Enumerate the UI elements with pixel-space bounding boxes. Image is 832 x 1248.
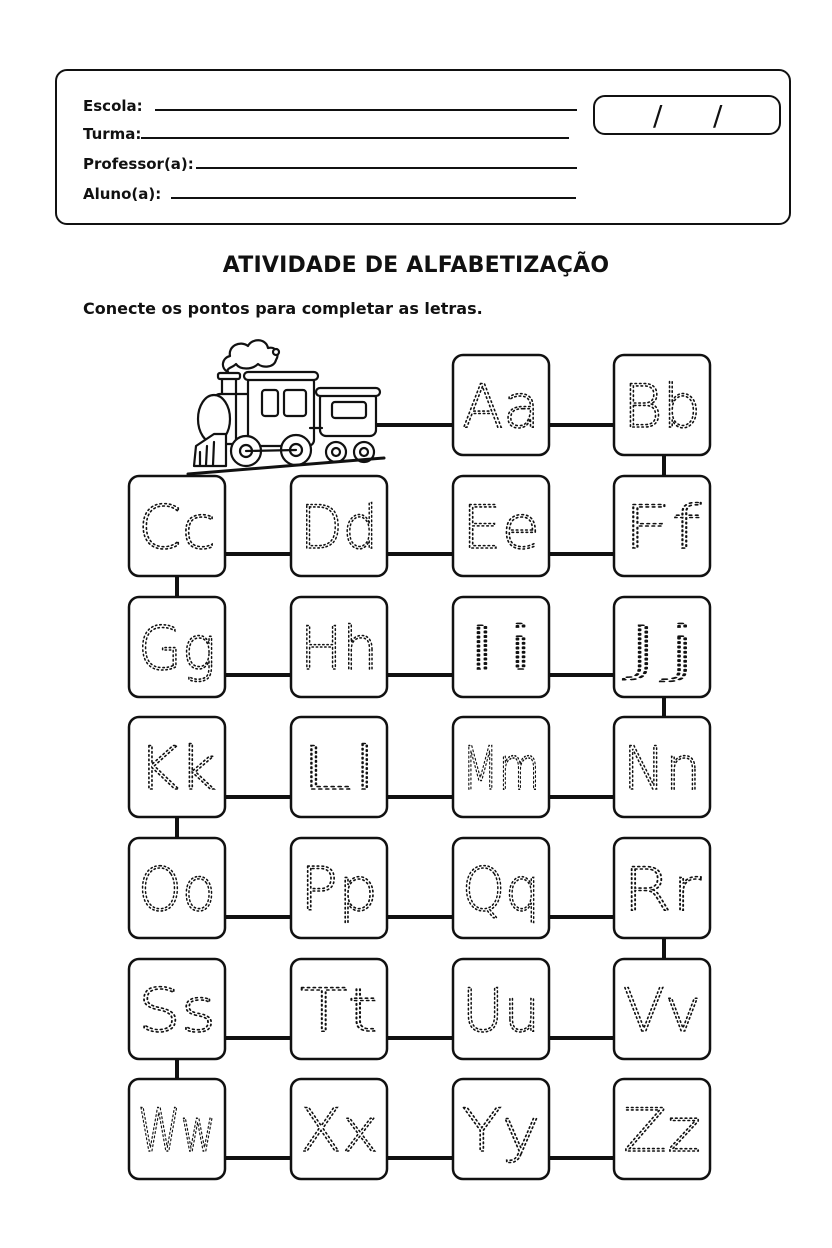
dotted-letter-pair: Jj (623, 614, 701, 684)
letter-card[interactable] (291, 597, 387, 697)
letter-card[interactable] (129, 959, 225, 1059)
dotted-letter-pair: Rr (623, 855, 702, 925)
student-label: Aluno(a): (83, 185, 162, 203)
letter-card[interactable] (291, 959, 387, 1059)
dotted-letter-pair: Ii (462, 614, 540, 684)
dotted-letter-pair: Gg (138, 614, 216, 684)
letter-card[interactable] (614, 959, 710, 1059)
letter-card[interactable] (453, 959, 549, 1059)
letter-card[interactable] (614, 717, 710, 817)
teacher-label: Professor(a): (83, 155, 194, 173)
dotted-letter-pair: Ll (300, 734, 378, 804)
letter-card[interactable] (129, 838, 225, 938)
dotted-letter-pair: Xx (300, 1096, 378, 1166)
letter-card[interactable] (614, 597, 710, 697)
class-label: Turma: (83, 125, 142, 143)
dotted-letter-pair: Ss (138, 976, 216, 1046)
page-title: ATIVIDADE DE ALFABETIZAÇÃO (222, 253, 610, 278)
letter-card[interactable] (453, 1079, 549, 1179)
letter-card[interactable] (453, 597, 549, 697)
letter-card[interactable] (129, 476, 225, 576)
letter-card[interactable] (614, 838, 710, 938)
dotted-letter-pair: Uu (462, 976, 540, 1046)
letter-card[interactable] (453, 355, 549, 455)
letter-card[interactable] (453, 838, 549, 938)
dotted-letter-pair: Pp (300, 855, 378, 925)
letter-card[interactable] (614, 355, 710, 455)
date-separator-1: / (653, 99, 663, 132)
dotted-letter-pair: Qq (462, 855, 540, 925)
instruction-text: Conecte os pontos para completar as letras. (83, 299, 483, 318)
letter-card[interactable] (129, 717, 225, 817)
letter-card[interactable] (291, 476, 387, 576)
letter-cards (129, 355, 710, 1179)
connector-lines (177, 425, 664, 1158)
letter-card[interactable] (291, 1079, 387, 1179)
dotted-letter-pair: Ff (623, 493, 701, 563)
dotted-letter-pair: Vv (623, 976, 701, 1046)
dotted-letter-pair: Cc (138, 493, 216, 563)
dotted-letter-pair: Aa (462, 372, 540, 442)
letter-card[interactable] (453, 476, 549, 576)
letter-card[interactable] (129, 1079, 225, 1179)
letter-card[interactable] (614, 476, 710, 576)
dotted-letter-pair: Ee (462, 493, 540, 563)
letter-card[interactable] (129, 597, 225, 697)
letter-card[interactable] (614, 1079, 710, 1179)
dotted-letter-pair: Hh (300, 614, 378, 684)
letter-card[interactable] (291, 717, 387, 817)
dotted-letter-pair: Yy (462, 1096, 540, 1166)
school-label: Escola: (83, 97, 143, 115)
dotted-letter-pair: Nn (623, 734, 701, 804)
date-separator-2: / (713, 99, 723, 132)
dotted-letter-pair: Oo (138, 855, 216, 925)
dotted-letter-pair: Bb (623, 372, 701, 442)
dotted-letter-pair: Mm (462, 734, 540, 804)
train-icon (188, 340, 384, 474)
letter-card[interactable] (291, 838, 387, 938)
letter-card[interactable] (453, 717, 549, 817)
dotted-letter-pair: Zz (623, 1096, 701, 1166)
dotted-letter-pair: Dd (300, 493, 378, 563)
dotted-letter-pair: Ww (138, 1096, 216, 1166)
dotted-letter-pair: Tt (300, 976, 378, 1046)
dotted-letter-pair: Kk (138, 734, 216, 804)
